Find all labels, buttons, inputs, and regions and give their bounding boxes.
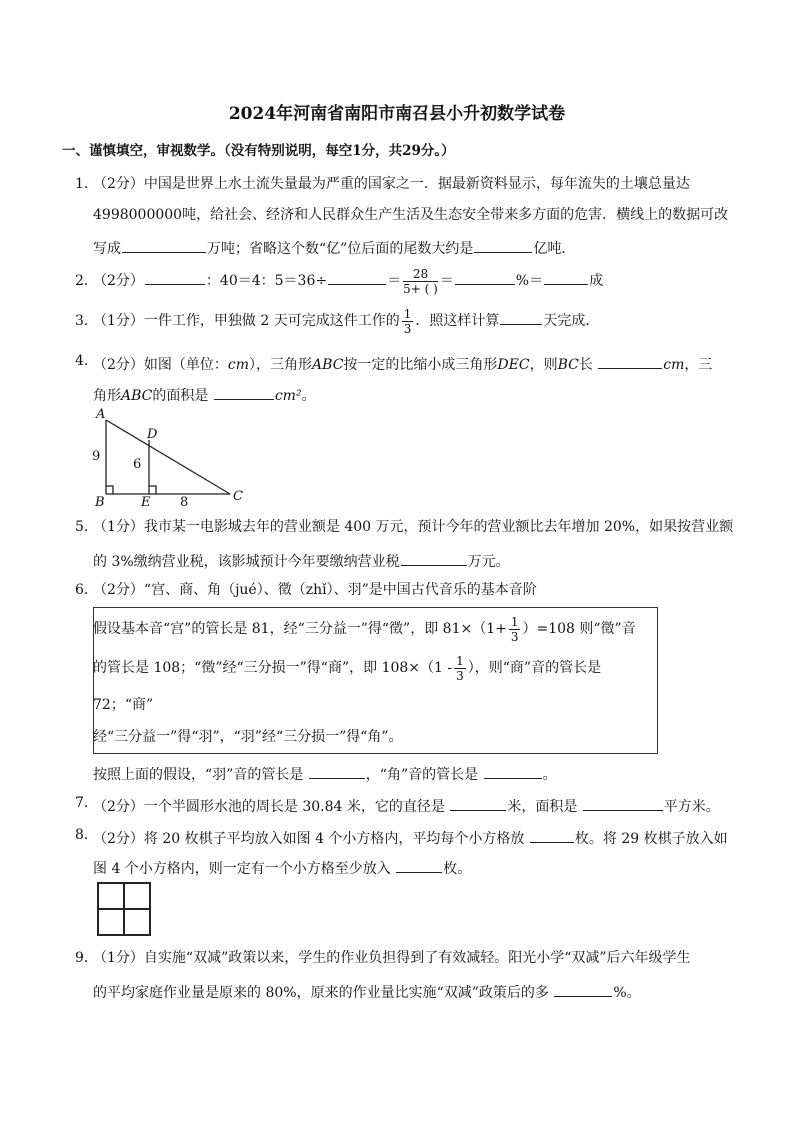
q6-box-line2	[93, 651, 601, 685]
q4-line2	[93, 385, 316, 403]
page-title: 2024年河南省南阳市南召县小升初数学试卷	[228, 104, 566, 124]
q3-line	[93, 304, 599, 338]
q4-text-d: ，则	[529, 357, 558, 373]
q4-bc: BC	[557, 357, 579, 373]
q1-text-c: 亿吨．	[533, 241, 576, 257]
q4-text-end: 。	[301, 388, 316, 404]
q6-after-a: 按照上面的假设，“羽”音的管长是	[93, 767, 304, 783]
q6-frac-2	[454, 655, 466, 682]
q9-blank-1[interactable]	[554, 982, 612, 997]
q8-text-d: 枚。	[443, 861, 472, 877]
q1-blank-2[interactable]	[474, 238, 532, 253]
q3-number: 3．	[75, 313, 98, 329]
q5-text-a: 的 3%缴纳营业税，该影城预计今年要缴纳营业税	[93, 554, 400, 570]
q2-frac-den: 5+ ( )	[403, 281, 438, 296]
q4-text-h: 的面积是	[152, 388, 209, 404]
q1-blank-1[interactable]	[122, 238, 206, 253]
q6-frac-1	[509, 616, 521, 643]
q4-unit: cm	[227, 357, 250, 373]
q1-text-b: 万吨；省略这个数“亿”位后面的尾数大约是	[207, 241, 474, 257]
q8-number: 8．	[75, 827, 98, 843]
q9-text-b: %。	[613, 985, 641, 1001]
q4-text-g: 角形	[93, 388, 121, 404]
q8-text-c: 图 4 个小方格内，则一定有一个小方格至少放入	[93, 861, 391, 877]
q3-blank-1[interactable]	[500, 310, 542, 325]
q6-frac1-num: 1	[510, 614, 519, 629]
q3-text-c: 天完成．	[543, 313, 600, 329]
q4-text-e: 长	[578, 357, 593, 373]
q3-frac-den: 3	[403, 321, 412, 336]
q2-text-d: ＝	[439, 273, 454, 289]
q4-abc-b: ABC	[121, 388, 153, 404]
label-E: E	[141, 495, 151, 508]
label-6: 6	[133, 457, 142, 472]
four-cell-grid	[97, 882, 151, 936]
q4-number: 4．	[75, 353, 98, 369]
q2-blank-1[interactable]	[145, 270, 205, 285]
q4-unit-b: cm	[663, 357, 685, 373]
q5-text-b: 万元。	[467, 554, 510, 570]
q4-text-a: （2分）如图（单位：	[93, 357, 228, 373]
q9-line1: （1分）自实施“双减”政策以来，学生的作业负担得到了有效减轻。阳光小学“双减”后六年级学生	[93, 950, 691, 966]
q6-frac2-num: 1	[456, 653, 464, 668]
section-heading: 一、谨慎填空，审视数学。（没有特别说明，每空1分，共29分。）	[62, 143, 455, 159]
q2-number: 2．	[75, 273, 98, 289]
q5-number: 5．	[75, 519, 98, 535]
q4-unit-area: cm²	[274, 388, 302, 404]
q2-text-b: ：40＝4：5＝36÷	[205, 273, 328, 289]
q2-line	[93, 266, 603, 296]
q6-box-line3: 72；“商”	[93, 697, 154, 713]
q7-line	[93, 796, 720, 814]
q7-blank-1[interactable]	[450, 796, 506, 811]
q6-number: 6．	[75, 582, 98, 598]
q7-text-a: （2分）一个半圆形水池的周长是 30.84 米，它的直径是	[93, 799, 445, 815]
q8-blank-2[interactable]	[396, 858, 442, 873]
q8-line1	[93, 828, 728, 846]
q6-box-line4: 经“三分益一”得“羽”，“羽”经“三分损一”得“角”。	[93, 729, 403, 745]
q2-blank-4[interactable]	[544, 270, 588, 285]
q2-blank-3[interactable]	[455, 270, 515, 285]
q7-text-b: 米，面积是	[507, 799, 578, 815]
q2-text-a: （2分）	[93, 273, 144, 289]
q4-abc: ABC	[312, 357, 344, 373]
q1-number: 1．	[75, 176, 98, 192]
q1-line3	[93, 238, 575, 256]
q8-blank-1[interactable]	[530, 828, 574, 843]
q3-frac-num: 1	[403, 306, 412, 321]
q2-fraction	[403, 268, 438, 295]
q4-text-c: 按一定的比缩小成三角形	[343, 357, 498, 373]
q7-text-c: 平方米。	[663, 799, 720, 815]
label-D: D	[147, 427, 158, 442]
q6-box2-b: ），则“商”音的管长是	[467, 660, 602, 676]
q4-text-b: ），三角形	[249, 357, 313, 373]
label-9: 9	[92, 449, 101, 464]
q3-text-a: （1分）一件工作，甲独做 2 天可完成这件工作的	[93, 313, 400, 329]
q6-box-line1	[93, 612, 636, 646]
q8-text-a: （2分）将 20 枚棋子平均放入如图 4 个小方格内，平均每个小方格放	[93, 831, 525, 847]
q4-dec: DEC	[497, 357, 530, 373]
q4-text-f: ，三	[684, 357, 713, 373]
triangle-figure	[85, 402, 255, 508]
q5-blank-1[interactable]	[401, 551, 467, 566]
label-A: A	[96, 407, 106, 422]
q8-text-b: 枚。将 29 枚棋子放入如	[574, 831, 728, 847]
q6-box1-b: ）=108 则“徵”音	[522, 621, 636, 637]
q9-text-a: 的平均家庭作业量是原来的 80%，原来的作业量比实施“双减”政策后的多	[93, 985, 549, 1001]
q6-blank-2[interactable]	[484, 764, 542, 779]
q6-after-c: 。	[542, 767, 557, 783]
q2-text-c: ＝	[387, 273, 402, 289]
q6-after-line	[93, 764, 557, 782]
q2-blank-2[interactable]	[328, 270, 386, 285]
q6-box1-a: 假设基本音“宫”的管长是 81，经“三分益一”得“徵”，即 81×（1+	[93, 621, 507, 637]
q9-number: 9．	[75, 950, 98, 966]
q7-blank-2[interactable]	[583, 796, 663, 811]
q3-fraction	[402, 308, 414, 335]
label-C: C	[233, 489, 243, 504]
q2-frac-num: 28	[403, 268, 438, 282]
q4-blank-1[interactable]	[598, 354, 662, 369]
q1-line2: 4998000000吨，给社会、经济和人民群众生产生活及生态安全带来多方面的危害．横线上的数据可改	[93, 207, 729, 223]
q3-text-b: ．照这样计算	[415, 313, 500, 329]
q4-line1	[93, 354, 712, 372]
q6-intro: （2分）“宫、商、角（jué）、徵（zhǐ）、羽”是中国古代音乐的基本音阶	[93, 582, 537, 598]
q5-line1: （1分）我市某一电影城去年的营业额是 400 万元，预计今年的营业额比去年增加 20%，如果按营业额	[93, 519, 734, 535]
q7-number: 7．	[75, 795, 98, 811]
q4-blank-2[interactable]	[214, 385, 274, 400]
q6-box2-a: 的管长是 108；“徵”经“三分损一”得“商”，即 108×（1 -	[93, 660, 453, 676]
q6-after-b: ，“角”音的管长是	[365, 767, 479, 783]
q1-line1: （2分）中国是世界上水土流失量最为严重的国家之一．据最新资料显示，每年流失的土壤总量达	[93, 176, 690, 192]
q1-text-a: 写成	[93, 241, 121, 257]
q2-text-f: 成	[589, 273, 604, 289]
label-8: 8	[180, 495, 189, 508]
q5-line2	[93, 551, 510, 569]
q9-line2	[93, 982, 641, 1000]
label-B: B	[95, 495, 105, 508]
q2-text-e: %＝	[515, 273, 544, 289]
q6-frac1-den: 3	[510, 629, 519, 644]
q6-frac2-den: 3	[456, 668, 464, 683]
q6-blank-1[interactable]	[309, 764, 365, 779]
q8-line2	[93, 858, 471, 876]
